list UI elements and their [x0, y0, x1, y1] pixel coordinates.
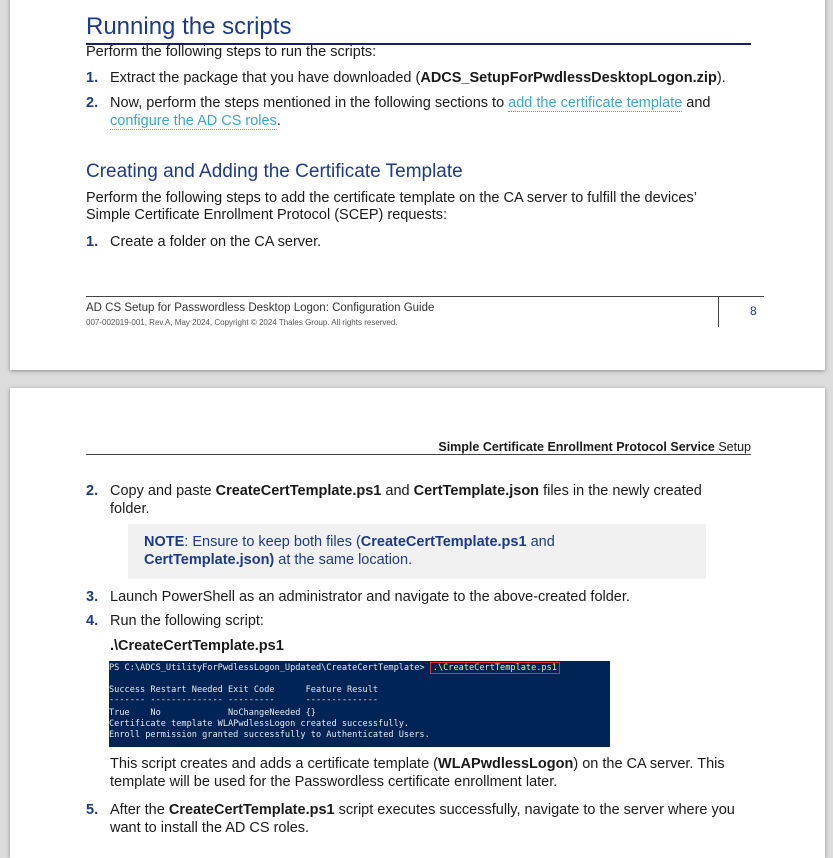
- filename-createcerttemplate: CreateCertTemplate.ps1: [215, 483, 382, 499]
- template-name: WLAPwdlessLogon: [438, 756, 574, 772]
- step-create-folder: Create a folder on the CA server.: [110, 234, 322, 250]
- step-number: 5.: [86, 802, 99, 818]
- note-text: NOTE: Ensure to keep both files (CreateCertTemplate.ps1 and CertTemplate.json) at the same location.: [144, 534, 555, 568]
- code-table-dashes: ------- -------------- --------- --------------: [109, 695, 379, 705]
- code-table-row: True No NoChangeNeeded {}: [109, 708, 316, 718]
- note-box: [128, 524, 706, 579]
- script-description: This script creates and adds a certificate template (WLAPwdlessLogon) on the CA server. This template will be used for the Passwordless certificate enrollment later.: [110, 756, 725, 790]
- script-name: .\CreateCertTemplate.ps1: [110, 638, 284, 654]
- section-heading-running-scripts: Running the scripts: [86, 12, 751, 45]
- code-table-header: Success Restart Needed Exit Code Feature Result: [109, 685, 379, 695]
- section-intro-line1: Perform the following steps to add the certificate template on the CA server to fulfill the devices’: [86, 190, 697, 206]
- code-prompt-line: PS C:\ADCS_UtilityForPwdlessLogon_Updated\CreateCertTemplate> .\CreateCertTemplate.ps1: [109, 663, 560, 674]
- step-run-script: Run the following script:: [110, 613, 264, 629]
- link-configure-adcs-roles[interactable]: configure the AD CS roles: [110, 113, 277, 129]
- step-launch-powershell: Launch PowerShell as an administrator and navigate to the above-created folder.: [110, 589, 630, 605]
- step-number: 2.: [86, 95, 99, 111]
- footer-divider: [86, 296, 764, 297]
- running-header: Simple Certificate Enrollment Protocol Service Setup: [438, 440, 751, 454]
- footer-page-number: 8: [750, 304, 757, 318]
- step-number: 2.: [86, 483, 99, 499]
- highlighted-command: .\CreateCertTemplate.ps1: [430, 662, 560, 674]
- step-number: 4.: [86, 613, 99, 629]
- footer-document-title: AD CS Setup for Passwordless Desktop Logon: Configuration Guide: [86, 302, 435, 314]
- section-heading-creating-template: Creating and Adding the Certificate Template: [86, 161, 463, 182]
- step-number: 3.: [86, 589, 99, 605]
- package-filename: ADCS_SetupForPwdlessDesktopLogon.zip: [420, 70, 717, 86]
- step-navigate-server: After the CreateCertTemplate.ps1 script executes successfully, navigate to the server where you want to install the AD CS roles.: [110, 802, 735, 836]
- document-page-8: [10, 0, 825, 370]
- footer-copyright: 007-002019-001, Rev.A, May 2024, Copyright © 2024 Thales Group. All rights reserved.: [86, 318, 398, 327]
- code-output-message: Enroll permission granted successfully to Authenticated Users.: [109, 730, 430, 740]
- intro-text: Perform the following steps to run the scripts:: [86, 44, 377, 60]
- header-divider: [86, 454, 751, 455]
- powershell-screenshot: [109, 661, 610, 747]
- footer-vertical-divider: [718, 296, 719, 327]
- step-number: 1.: [86, 70, 99, 86]
- note-label: NOTE: [144, 534, 185, 550]
- document-page-9: [10, 388, 825, 858]
- code-output-message: Certificate template WLAPwdlessLogon created successfully.: [109, 719, 410, 729]
- step-extract-package: Extract the package that you have downloaded (ADCS_SetupForPwdlessDesktopLogon.zip).: [110, 70, 726, 86]
- step-copy-files: Copy and paste CreateCertTemplate.ps1 and CertTemplate.json files in the newly created folder.: [110, 483, 702, 517]
- link-add-certificate-template[interactable]: add the certificate template: [508, 95, 683, 111]
- step-number: 1.: [86, 234, 99, 250]
- filename-certtemplate-json: CertTemplate.json: [413, 483, 540, 499]
- step-perform-sections: Now, perform the steps mentioned in the following sections to add the certificate template and configure the AD CS roles.: [110, 95, 711, 129]
- section-intro-line2: Simple Certificate Enrollment Protocol (SCEP) requests:: [86, 207, 448, 223]
